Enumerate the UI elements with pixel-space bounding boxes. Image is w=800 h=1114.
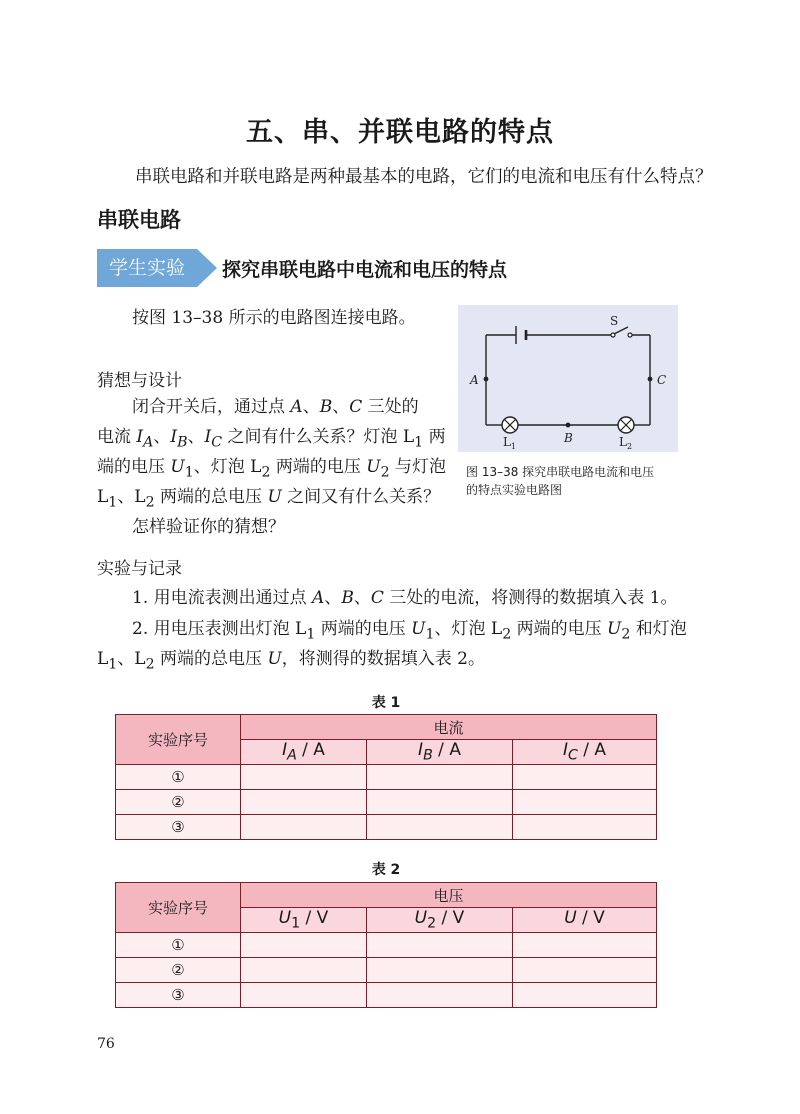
label-b: B — [564, 431, 573, 445]
table2-row-label: ③ — [116, 983, 241, 1008]
table1-col-ib: $I_B$ / A — [367, 740, 513, 765]
label-l2-sub: 2 — [627, 442, 633, 451]
experiment-step-2-cont: $L_1$、$L_2$ 两端的总电压 U，将测得的数据填入表 2。 — [97, 649, 485, 673]
guess-line-2: 电流 $I_A$、$I_B$、$I_C$ 之间有什么关系？灯泡 $L_1$ 两 — [97, 427, 446, 451]
table2-cell — [367, 983, 513, 1008]
banner-arrow-icon — [197, 249, 217, 287]
table1-cell — [513, 815, 657, 840]
table1-group-header: 电流 — [241, 715, 657, 740]
figure-caption: 图 13–38 探究串联电路电流和电压 的特点实验电路图 — [466, 465, 655, 497]
table-row — [116, 765, 657, 790]
label-c: C — [657, 373, 667, 387]
table1-row-label: ① — [116, 765, 241, 790]
experiment-heading: 实验与记录 — [97, 559, 182, 579]
label-a: A — [470, 373, 479, 387]
table-row — [116, 983, 657, 1008]
table1-cell — [367, 815, 513, 840]
table2-cell — [513, 958, 657, 983]
section-heading: 串联电路 — [97, 208, 181, 232]
guess-line-5: 怎样验证你的猜想？ — [132, 517, 285, 537]
experiment-step-1: 1. 用电流表测出通过点 A、B、C 三处的电流，将测得的数据填入表 1。 — [132, 588, 678, 608]
table1-cell — [367, 765, 513, 790]
label-l1: L — [503, 435, 511, 449]
experiment-step-2: 2. 用电压表测出灯泡 $L_1$ 两端的电压 $U_1$、灯泡 $L_2$ 两端的电压 $U_2$ 和灯泡 — [132, 619, 687, 643]
instruction-text: 按图 13–38 所示的电路图连接电路。 — [132, 308, 416, 328]
guess-line-4: $L_1$、$L_2$ 两端的总电压 U 之间又有什么关系？ — [97, 487, 441, 511]
table2-col-u2: $U_2$ / V — [367, 908, 513, 933]
table1-row-label: ③ — [116, 815, 241, 840]
table-row — [116, 958, 657, 983]
table2-row-header: 实验序号 — [116, 883, 241, 933]
table2-cell — [367, 933, 513, 958]
circuit-diagram — [458, 305, 678, 452]
table2-cell — [513, 983, 657, 1008]
table1-row-header: 实验序号 — [116, 715, 241, 765]
intro-paragraph: 串联电路和并联电路是两种最基本的电路，它们的电流和电压有什么特点？ — [135, 167, 713, 187]
table2-cell — [513, 933, 657, 958]
guess-line-1: 闭合开关后，通过点 A、B、C 三处的 — [132, 397, 419, 417]
table1-cell — [241, 815, 367, 840]
table2-cell — [241, 958, 367, 983]
experiment-banner-label: 学生实验 — [97, 249, 197, 287]
table1-row-label: ② — [116, 790, 241, 815]
table2-col-u: U / V — [513, 908, 657, 933]
table2-cell — [241, 933, 367, 958]
page-number: 76 — [97, 1036, 115, 1052]
table1-caption: 表 1 — [371, 695, 401, 711]
table2-group-header: 电压 — [241, 883, 657, 908]
lamp-l2-icon — [618, 417, 634, 433]
table1-cell — [367, 790, 513, 815]
label-l1-sub: 1 — [511, 442, 517, 451]
table1-col-ia: $I_A$ / A — [241, 740, 367, 765]
table1-cell — [241, 790, 367, 815]
table1-cell — [513, 765, 657, 790]
point-a-dot — [484, 377, 489, 382]
table-row — [116, 815, 657, 840]
table2-cell — [367, 958, 513, 983]
table-row — [116, 933, 657, 958]
table2-caption: 表 2 — [371, 862, 401, 878]
table-row — [116, 790, 657, 815]
label-s: S — [610, 314, 619, 328]
guess-line-3: 端的电压 $U_1$、灯泡 $L_2$ 两端的电压 $U_2$ 与灯泡 — [97, 457, 447, 481]
table2-cell — [241, 983, 367, 1008]
experiment-title: 探究串联电路中电流和电压的特点 — [222, 259, 508, 281]
point-b-dot — [566, 423, 571, 428]
label-l2: L — [619, 435, 627, 449]
table1-cell — [241, 765, 367, 790]
table2-col-u1: $U_1$ / V — [241, 908, 367, 933]
table2-row-label: ① — [116, 933, 241, 958]
lamp-l1-icon — [502, 417, 518, 433]
table2 — [115, 882, 657, 1008]
page-title: 五、串、并联电路的特点 — [246, 117, 554, 148]
table1-col-ic: $I_C$ / A — [513, 740, 657, 765]
table1 — [115, 714, 657, 840]
guess-heading: 猜想与设计 — [97, 371, 182, 391]
table1-cell — [513, 790, 657, 815]
table2-row-label: ② — [116, 958, 241, 983]
point-c-dot — [648, 377, 653, 382]
